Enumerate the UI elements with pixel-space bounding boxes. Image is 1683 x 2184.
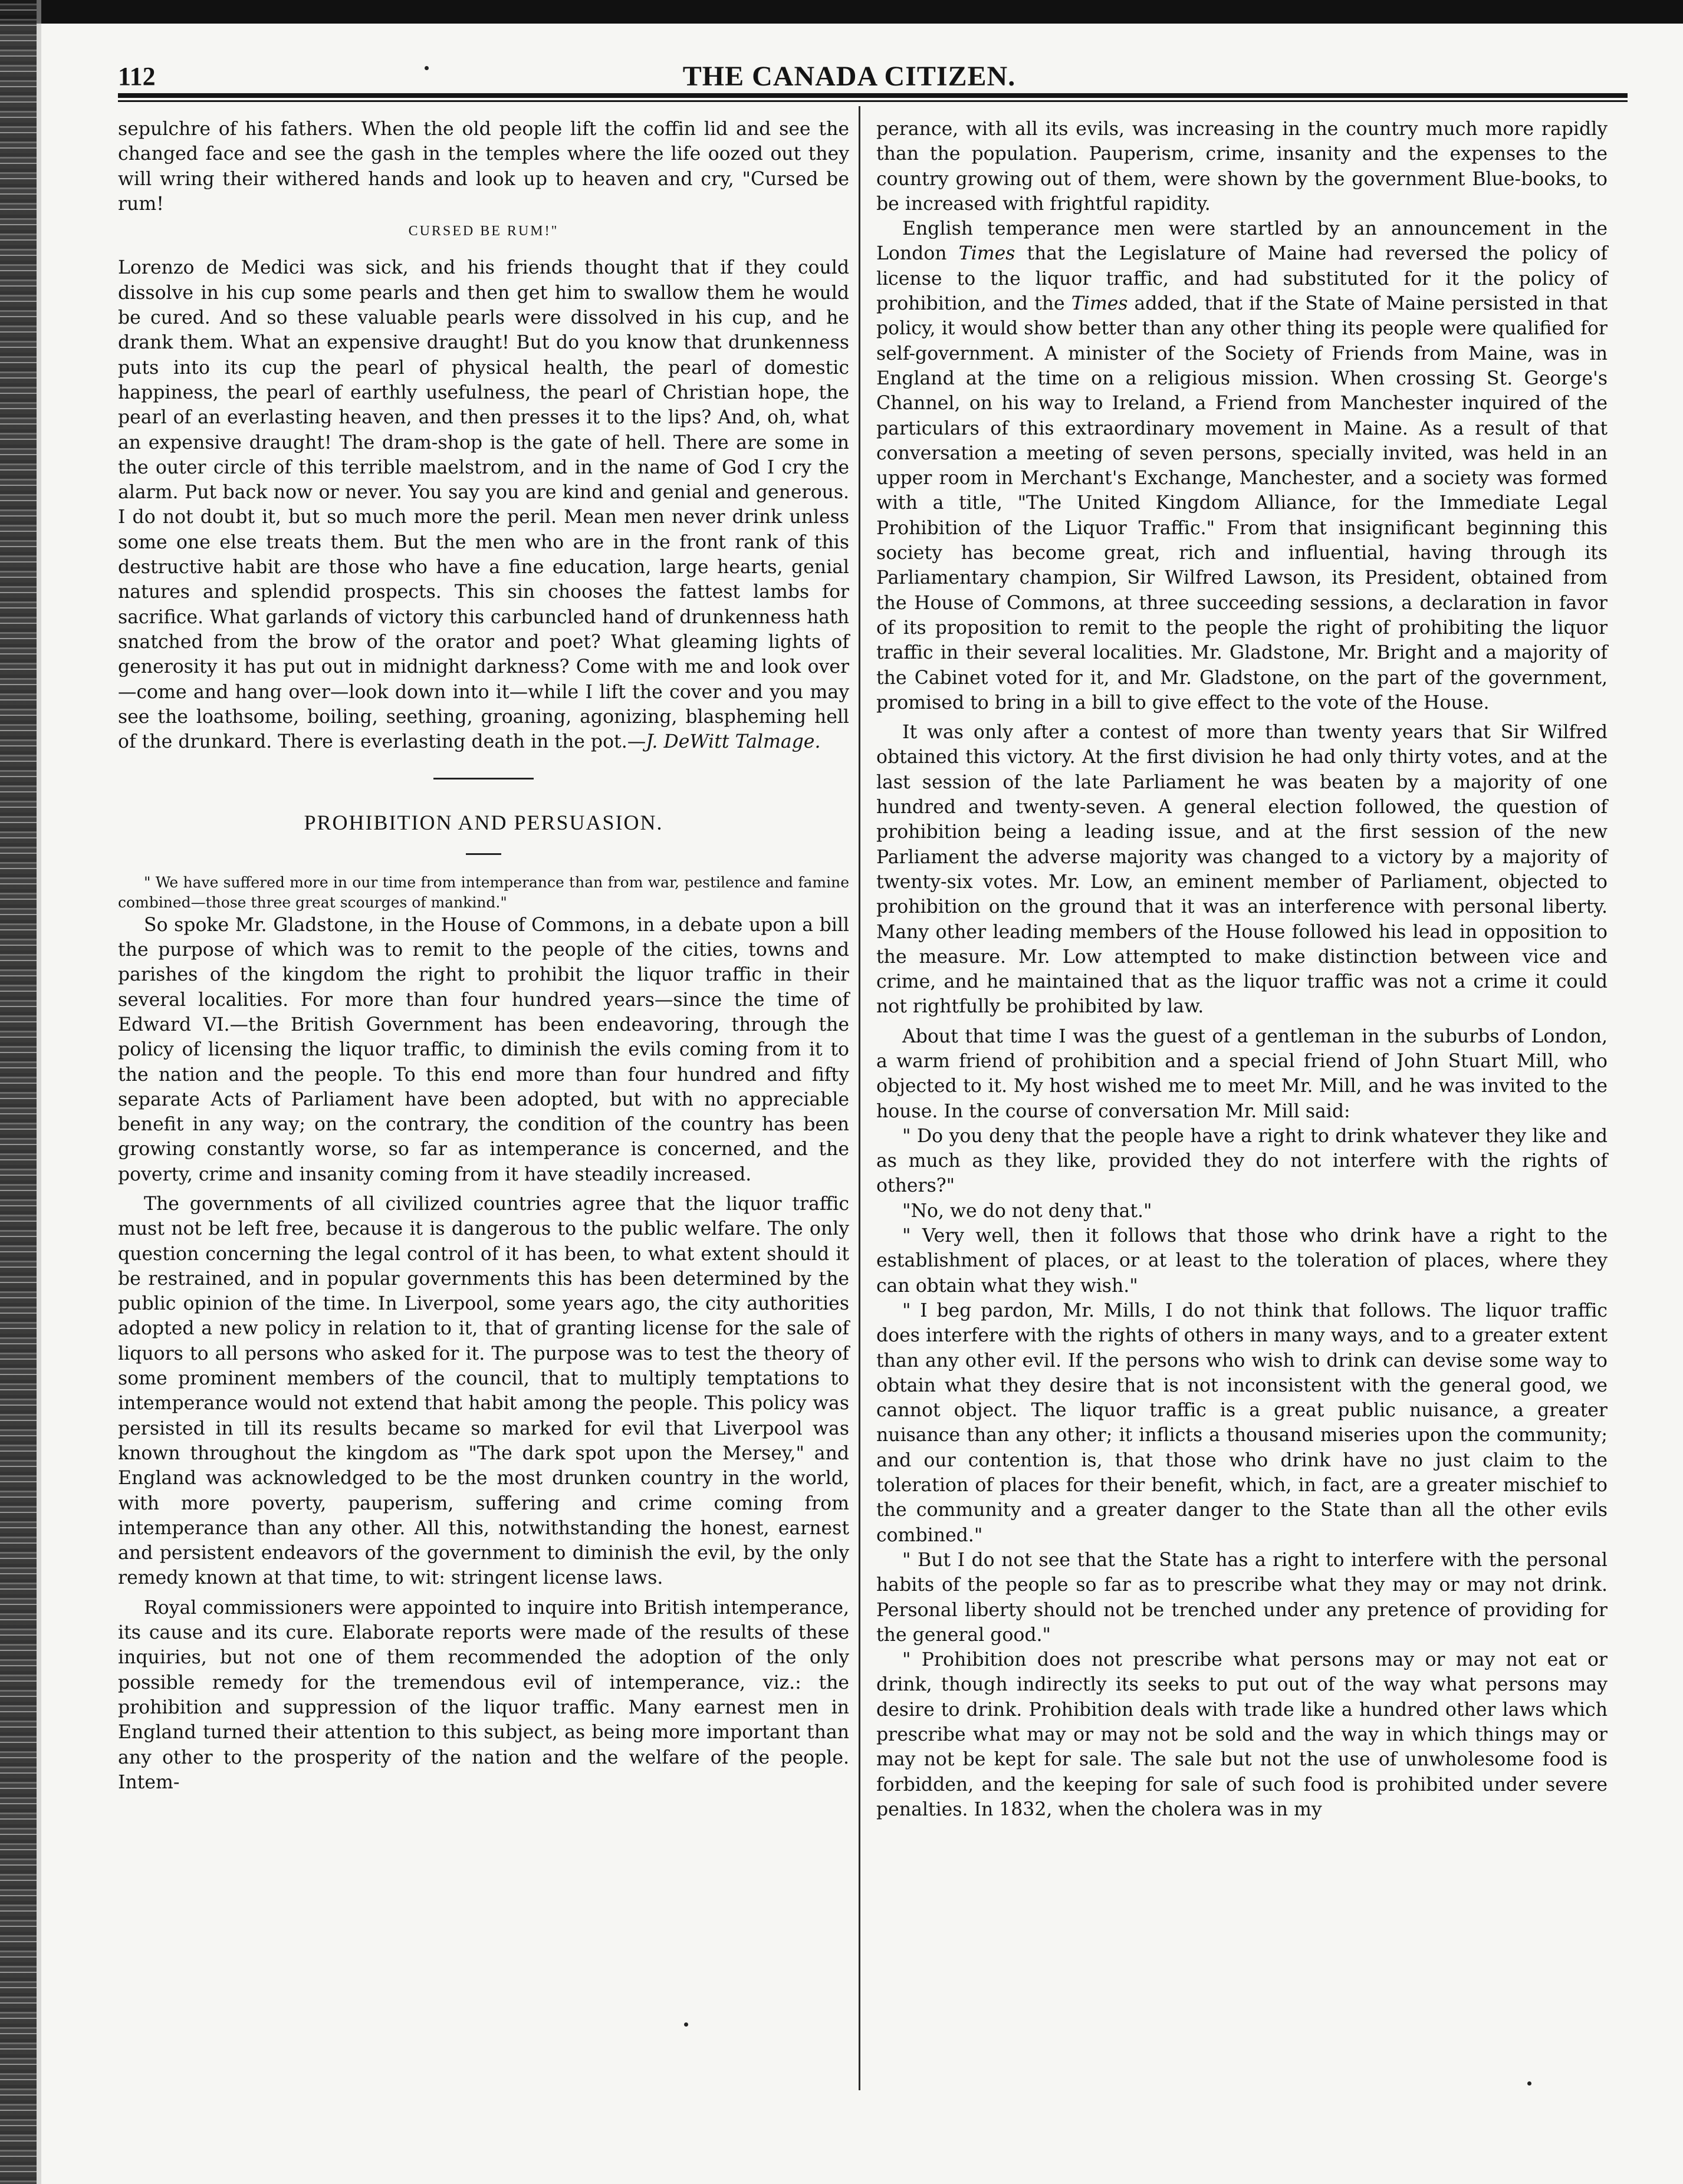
column-divider xyxy=(859,106,860,2090)
article-body-paragraph: So spoke Mr. Gladstone, in the House of Commons, in a debate upon a bill the purpose of which was to remit to the people of the cities, towns and parishes of the kingdom the right to prohibit the liquor traffic in their several localities. For more than four hundred years—since the time of Edward VI.—the British Government has been endeavoring, through the policy of licensing the liquor traffic, to diminish the evils coming from it to the nation and the people. To this end more than four hundred and fifty separate Acts of Parliament have been adopted, but with no appreciable benefit in any way; on the contrary, the condition of the country has been growing constantly worse, so far as intemperance is concerned, and the poverty, crime and insanity coming from it have steadily increased. xyxy=(118,914,849,1185)
section-title: PROHIBITION AND PERSUASION. xyxy=(304,811,663,835)
header-rule-thick xyxy=(118,93,1628,98)
title-rule xyxy=(466,853,501,855)
article-body-paragraph: It was only after a contest of more than twenty years that Sir Wilfred obtained this victory. At the first division he had only thirty votes, and at the last session of the late Parliament he was beaten by a majority of one hundred and twenty-seven. A general election followed, the question of prohibition being a leading issue, and at the first session of the new Parliament the adverse majority was changed to a victory by a majority of twenty-six votes. Mr. Low, an eminent member of Parliament, objected to prohibition on the ground that it was an interference with personal liberty. Many other leading members of the House followed his lead in opposition to the measure. Mr. Low attempted to make distinction between vice and crime, and he maintained that as the liquor traffic was not a crime it could not rightfully be prohibited by law. xyxy=(876,722,1608,1018)
right-column xyxy=(876,117,1608,1822)
dialogue-paragraph: " Prohibition does not prescribe what persons may or may not eat or drink, though indirectly its seeks to put out of the way what persons may desire to drink. Prohibition deals with trade like a hundred other laws which prescribe what may or may not be sold and the way in which things may or may not be kept for sale. The sale but not the use of unwholesome food is forbidden, and the keeping for sale of such food is prohibited under severe penalties. In 1832, when the cholera was in my xyxy=(876,1649,1608,1820)
dialogue-paragraph: " Do you deny that the people have a right to drink whatever they like and as much as they like, provided they do not interfere with the rights of others?" xyxy=(876,1125,1608,1197)
scan-binding-edge xyxy=(0,0,37,2184)
epigraph-quote: " We have suffered more in our time from intemperance than from war, pestilence and famine combined—those three great scourges of mankind." xyxy=(118,873,849,911)
paragraph-text: English temperance men were startled by an announcement in the London xyxy=(876,218,1608,265)
article-body-paragraph xyxy=(876,216,1608,715)
article-body-paragraph xyxy=(118,255,849,754)
article-body-paragraph: The governments of all civilized countries agree that the liquor traffic must not be left free, because it is dangerous to the public welfare. The only question concerning the legal control of it has been, to what extent should it be restrained, and in popular governments this has been determined by the public opinion of the time. In Liverpool, some years ago, the city authorities adopted a new policy in relation to it, that of granting license for the sale of liquors to all persons who asked for it. The purpose was to test the theory of some prominent members of the council, that to multiply temptations to intemperance would not extend that habit among the people. This policy was persisted in till its results became so marked for evil that Liverpool was known throughout the kingdom as "The dark spot upon the Mersey," and England was acknowledged to be the most drunken country in the world, with more poverty, pauperism, suffering and crime coming from intemperance than any other. All this, notwithstanding the honest, earnest and persistent endeavors of the government to diminish the evil, by the only remedy known at that time, to wit: stringent license laws. xyxy=(118,1193,849,1589)
article-end-rule xyxy=(433,778,534,779)
masthead-title: THE CANADA CITIZEN. xyxy=(682,61,1016,92)
newspaper-name: Times xyxy=(958,243,1015,265)
author-signature: J. DeWitt Talmage. xyxy=(646,731,821,753)
article-continuation-paragraph: perance, with all its evils, was increasing in the country much more rapidly than the population. Pauperism, crime, insanity and the expenses to the country growing out of them, were shown by the government Blue-books, to be increased with frightful rapidity. xyxy=(876,119,1608,215)
scan-top-border xyxy=(0,0,1683,24)
scan-binding-shadow xyxy=(37,0,41,2184)
dialogue-paragraph: " I beg pardon, Mr. Mills, I do not think that follows. The liquor traffic does interfere with the rights of others in many ways, and to a greater extent than any other evil. If the persons who wish to drink can devise some way to obtain what they desire that is not inconsistent with the general good, we cannot object. The liquor traffic is a great public nuisance, a greater nuisance than any other; it inflicts a thousand miseries upon the community; and our contention is, that those who drink have no just claim to the toleration of places for their benefit, which, in fact, are a greater mischief to the community and a greater danger to the State than all the other evils combined." xyxy=(876,1300,1608,1546)
paragraph-text: Lorenzo de Medici was sick, and his friends thought that if they could dissolve in his cup some pearls and then get him to swallow them he would be cured. And so these valuable pearls were dissolved in his cup, and he drank them. What an expensive draught! But do you know that drunkenness puts into its cup the pearl of physical health, the pearl of domestic happiness, the pearl of earthly usefulness, the pearl of Christian hope, the pearl of an everlasting heaven, and then presses it to the lips? And, oh, what an expensive draught! The dram-shop is the gate of hell. There are some in the outer circle of this terrible maelstrom, and in the name of God I cry the alarm. Put back now or never. You say you are kind and genial and generous. I do not doubt it, but so much more the peril. Mean men never drink unless some one else treats them. But the men who are in the front rank of this destructive habit are those who have a fine education, large hearts, genial natures and splendid prospects. This sin chooses the fattest lambs for sacrifice. What garlands of victory this carbuncled hand of drunkenness hath snatched from the brow of the orator and poet? What gleaming lights of generosity it has put out in midnight darkness? Come with me and look over—come and hang over—look down into it—while I lift the cover and you may see the loathsome, boiling, seething, groaning, agonizing, blaspheming hell of the drunkard. There is everlasting death in the pot.— xyxy=(118,257,849,753)
paragraph-text: that the Legislature of Maine had reversed the policy of license to the liquor traffic, and had substituted for it the policy of prohibition, and the xyxy=(876,243,1608,315)
dialogue-paragraph: " But I do not see that the State has a right to interfere with the personal habits of the people so far as to prescribe what they may or may not drink. Personal liberty should not be trenched under any pretence of providing for the general good." xyxy=(876,1549,1608,1646)
article-continuation-paragraph: sepulchre of his fathers. When the old people lift the coffin lid and see the changed face and see the gash in the temples where the life oozed out they will wring their withered hands and look up to heaven and cry, "Cursed be rum! xyxy=(118,119,849,215)
scan-speck xyxy=(684,2022,688,2027)
left-column xyxy=(118,117,849,1795)
article-body-paragraph: About that time I was the guest of a gentleman in the suburbs of London, a warm friend of prohibition and a special friend of John Stuart Mill, who objected to it. My host wished me to meet Mr. Mill, and he was invited to the house. In the course of conversation Mr. Mill said: xyxy=(876,1025,1608,1122)
header-rule-thin xyxy=(118,100,1628,102)
paragraph-text: added, that if the State of Maine persisted in that policy, it would show better than any other thing its people were qualified for self-government. A minister of the Society of Friends from Maine, was in England at the time on a religious mission. When crossing St. George's Channel, on his way to Ireland, a Friend from Manchester inquired of the particulars of this extraordinary movement in Maine. As a result of that conversation a meeting of seven persons, specially invited, was held in an upper room in Merchant's Exchange, Manchester, and a society was formed with a title, "The United Kingdom Alliance, for the Immediate Legal Prohibition of the Liquor Traffic." From that insignificant beginning this society has become great, rich and influential, having through its Parliamentary champion, Sir Wilfred Lawson, its President, obtained from the House of Commons, at three succeeding sessions, a declaration in favor of its proposition to remit to the people the right of prohibiting the liquor traffic in their several localities. Mr. Gladstone, Mr. Bright and a majority of the Cabinet voted for it, and Mr. Gladstone, on the part of the government, promised to bring in a bill to give effect to the vote of the House. xyxy=(876,293,1608,713)
newspaper-name: Times xyxy=(1071,293,1128,315)
scan-speck xyxy=(1527,2081,1531,2086)
page-number: 112 xyxy=(118,62,156,91)
cursed-be-rum-subhead: CURSED BE RUM!" xyxy=(408,223,559,239)
dialogue-paragraph: " Very well, then it follows that those who drink have a right to the establishment of places, or at least to the toleration of places, where they can obtain what they wish." xyxy=(876,1225,1608,1297)
page-header xyxy=(94,57,1604,98)
scan-speck xyxy=(425,66,429,70)
dialogue-paragraph: "No, we do not deny that." xyxy=(902,1200,1152,1222)
article-body-paragraph: Royal commissioners were appointed to inquire into British intemperance, its cause and its cure. Elaborate reports were made of the results of these inquiries, but not one of them recommended the adoption of the only possible remedy for the tremendous evil of intemperance, viz.: the prohibition and suppression of the liquor traffic. Many earnest men in England turned their attention to this subject, as being more important than any other to the prosperity of the nation and the welfare of the people. Intem- xyxy=(118,1597,849,1793)
